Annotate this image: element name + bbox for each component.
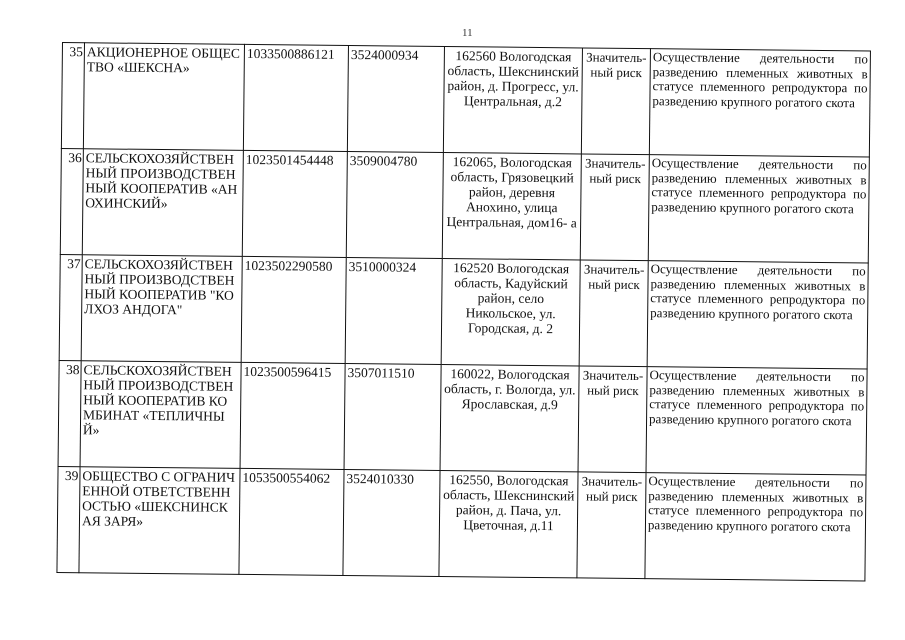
table-row (61, 43, 870, 157)
table-row (57, 466, 866, 580)
organization-name: АКЦИОНЕРНОЕ ОБЩЕСТВО «ШЕКСНА» (83, 43, 244, 151)
risk-category: Значитель-ный риск (578, 366, 647, 473)
ogrn-value: 1033500886121 (243, 44, 348, 151)
address: 162560 Вологодская область, Шекснинский район, д. Прогресс, ул. Центральная, д.2 (443, 47, 582, 154)
organization-name: СЕЛЬСКОХОЗЯЙСТВЕННЫЙ ПРОИЗВОДСТВЕННЫЙ КООПЕРАТИВ "КОЛХОЗ АНДОГА" (81, 255, 242, 363)
row-number: 36 (60, 148, 83, 254)
inn-value: 3510000324 (345, 257, 442, 364)
address: 162520 Вологодская область, Кадуйский район, село Никольское, ул. Городская, д. 2 (441, 258, 580, 365)
row-number: 37 (59, 254, 82, 360)
ogrn-value: 1053500554062 (239, 468, 344, 575)
activity-description: Осуществление деятельности по разведению племенных животных в статусе племенного репродуктора по разведению крупного рогатого скота (647, 261, 868, 369)
registry-sheet (56, 42, 871, 581)
registry-table (56, 42, 871, 581)
row-number: 39 (57, 466, 80, 572)
activity-description: Осуществление деятельности по разведению племенных животных в статусе племенного репродуктора по разведению крупного рогатого скота (649, 49, 870, 157)
address: 162550, Вологодская область, Шекснинский район, д. Пача, ул. Цветочная, д.11 (439, 470, 578, 577)
risk-category: Значитель-ный риск (579, 260, 648, 367)
row-number: 38 (58, 360, 81, 466)
address: 162065, Вологодская область, Грязовецкий район, деревня Анохино, улица Центральная, дом16- а (442, 152, 581, 259)
activity-description: Осуществление деятельности по разведению племенных животных в статусе племенного репродуктора по разведению крупного рогатого скота (648, 155, 869, 263)
ogrn-value: 1023500596415 (240, 362, 345, 469)
ogrn-value: 1023501454448 (242, 150, 347, 257)
organization-name: СЕЛЬСКОХОЗЯЙСТВЕННЫЙ ПРОИЗВОДСТВЕННЫЙ КООПЕРАТИВ КОМБИНАТ «ТЕПЛИЧНЫЙ» (80, 361, 241, 469)
risk-category: Значитель-ный риск (577, 472, 646, 579)
ogrn-value: 1023502290580 (241, 256, 346, 363)
table-row (59, 254, 868, 368)
organization-name: ОБЩЕСТВО С ОГРАНИЧЕННОЙ ОТВЕТСТВЕННОСТЬЮ «ШЕКСНИНСКАЯ ЗАРЯ» (79, 467, 240, 575)
address: 160022, Вологодская область, г. Вологда, ул. Ярославская, д.9 (440, 364, 579, 471)
row-number: 35 (61, 43, 84, 149)
registry-rows (57, 43, 871, 581)
organization-name: СЕЛЬСКОХОЗЯЙСТВЕННЫЙ ПРОИЗВОДСТВЕННЫЙ КООПЕРАТИВ «АНОХИНСКИЙ» (82, 149, 243, 257)
activity-description: Осуществление деятельности по разведению племенных животных в статусе племенного репродуктора по разведению крупного рогатого скота (646, 367, 867, 475)
page-number: 11 (462, 27, 473, 39)
table-row (58, 360, 867, 474)
inn-value: 3507011510 (344, 363, 441, 470)
inn-value: 3509004780 (346, 151, 443, 258)
inn-value: 3524010330 (343, 469, 440, 576)
inn-value: 3524000934 (347, 46, 444, 153)
table-row (60, 148, 869, 262)
risk-category: Значитель-ный риск (581, 48, 650, 155)
risk-category: Значитель-ный риск (580, 154, 649, 261)
activity-description: Осуществление деятельности по разведению племенных животных в статусе племенного репродуктора по разведению крупного рогатого скота (645, 473, 866, 581)
